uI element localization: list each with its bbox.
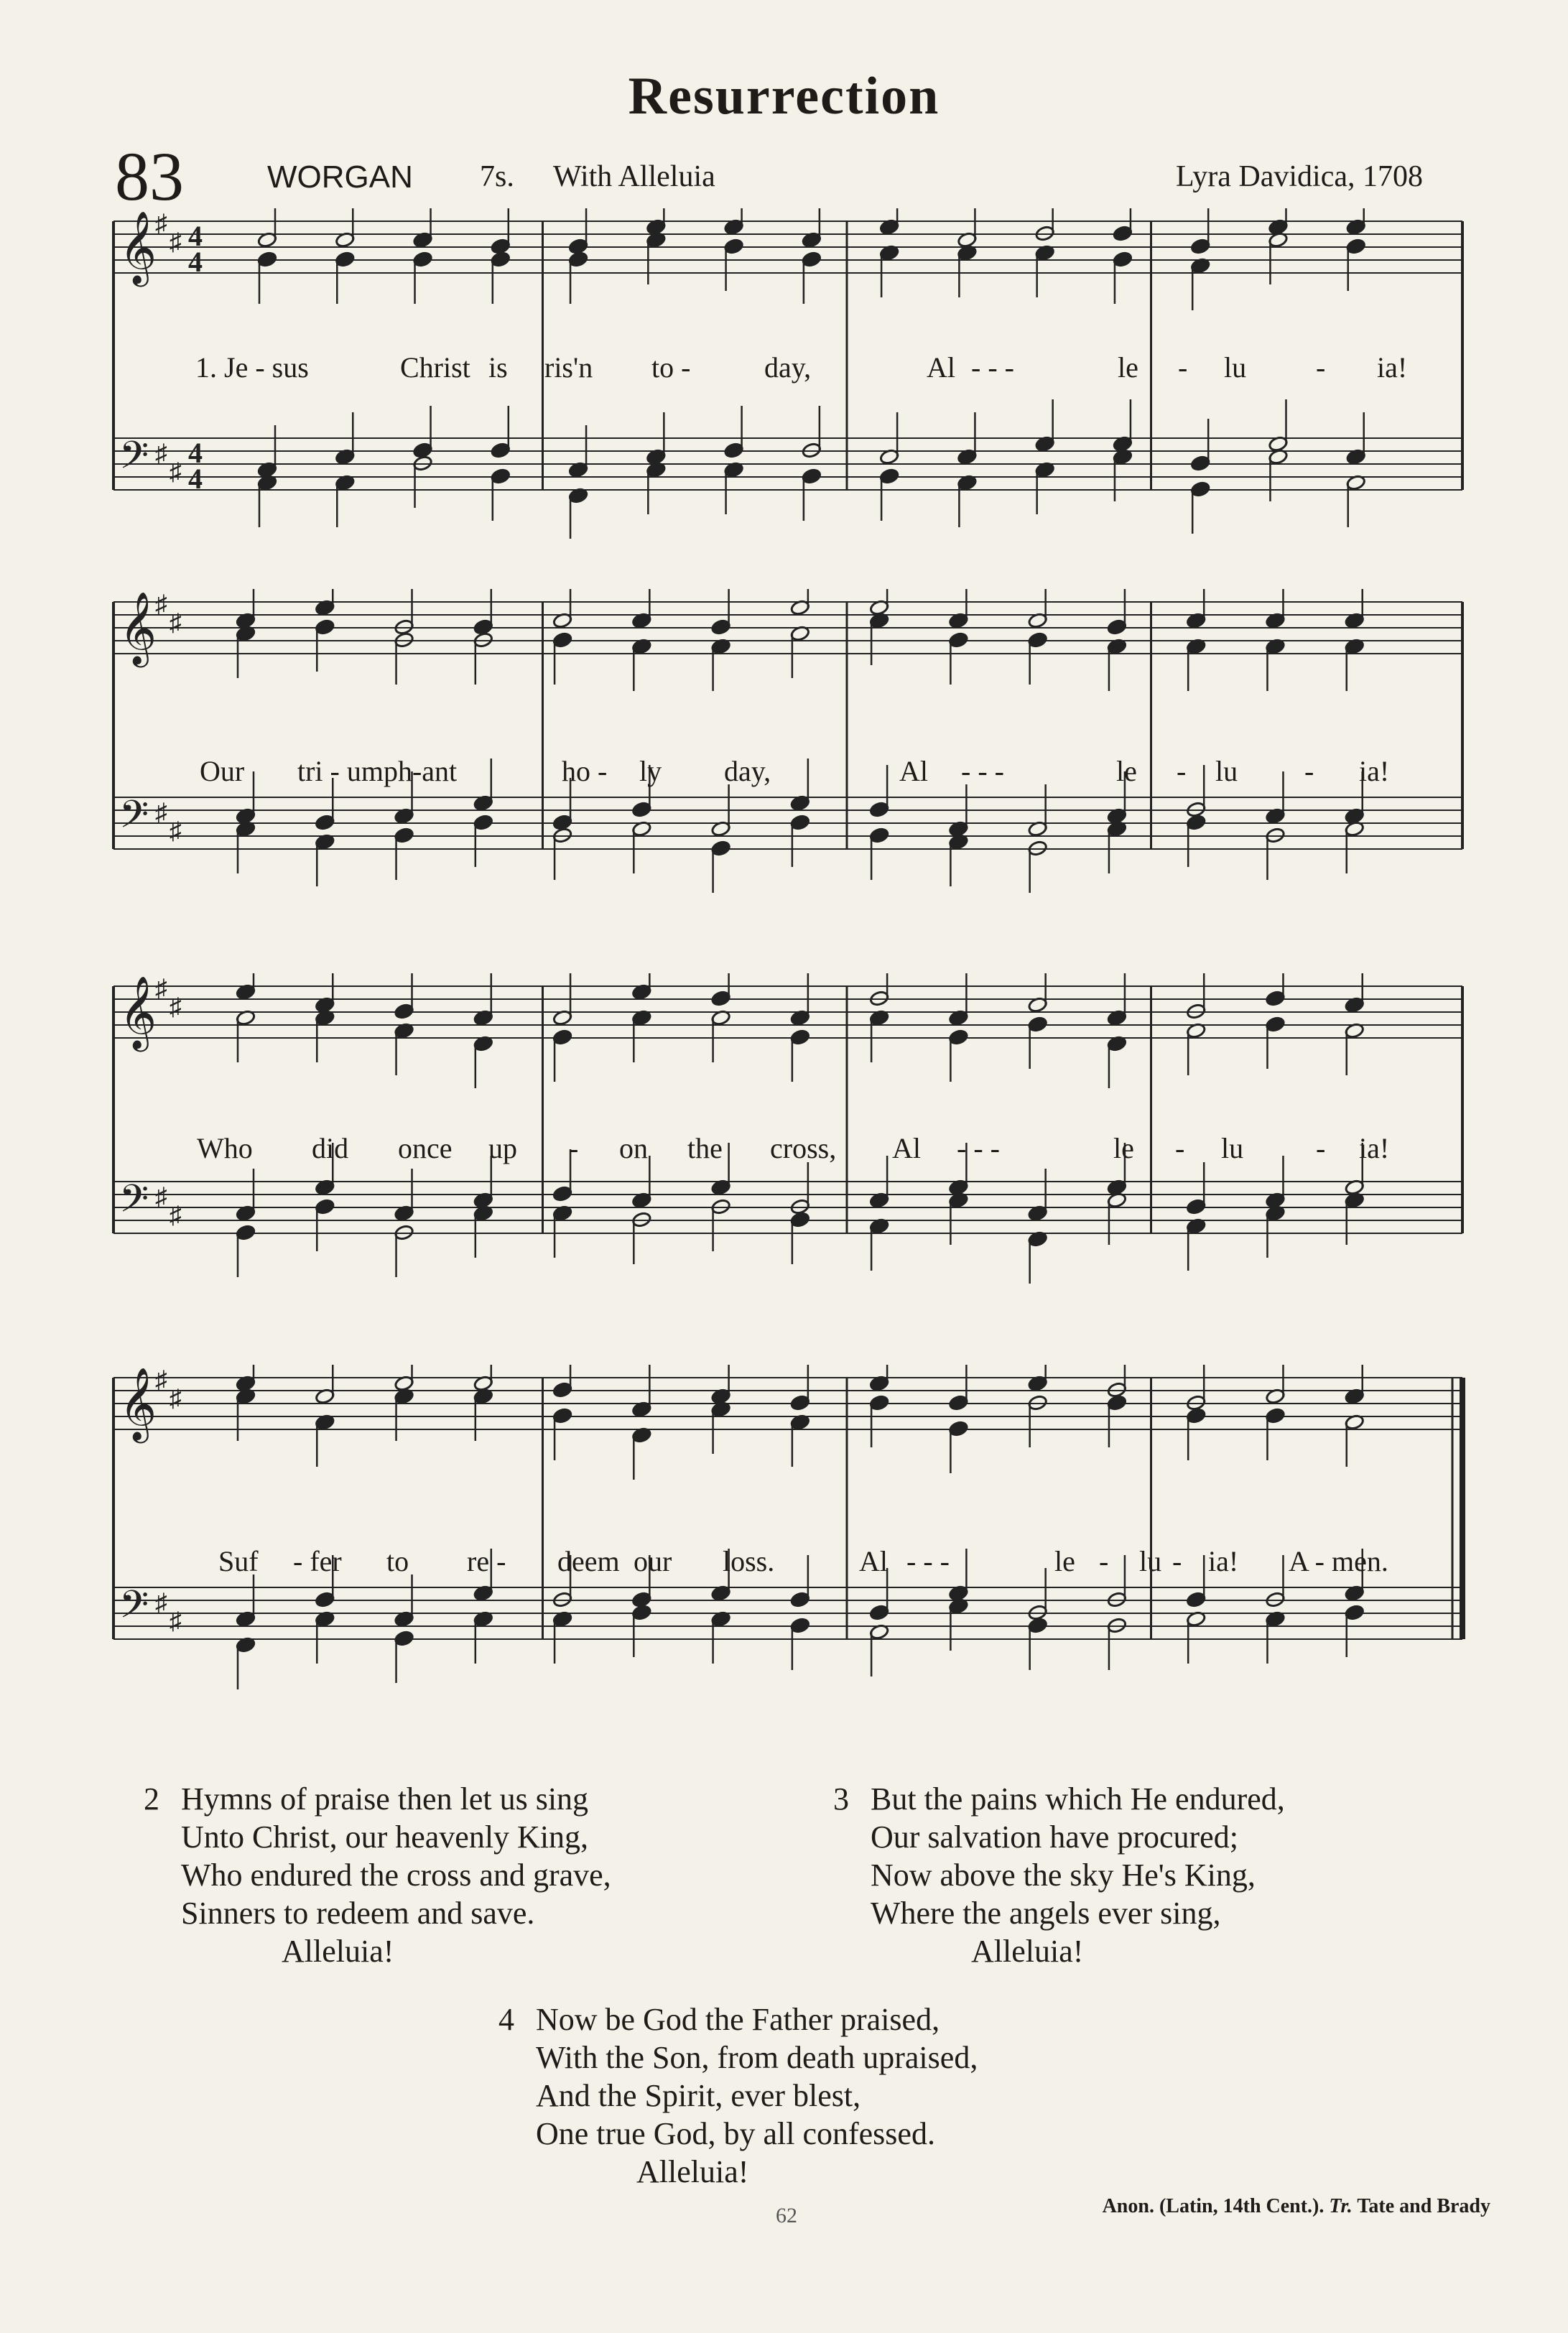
attribution-translators: Tate and Brady (1357, 2195, 1490, 2217)
syllable: 1. Je - sus (195, 351, 309, 384)
syllable: le (1113, 1132, 1134, 1164)
lyrics-line-3 (109, 1131, 1474, 1172)
sharp-icon: ♯ (155, 975, 167, 1002)
verse-refrain: Alleluia! (636, 2154, 749, 2189)
verse-line: Now above the sky He's King, (871, 1857, 1256, 1893)
syllable: ho - (562, 755, 608, 787)
syllable: - (1178, 351, 1188, 384)
verse-line: Now be God the Father praised, (536, 2002, 940, 2037)
music-system-1 (109, 208, 1474, 539)
syllable: Our (200, 755, 245, 787)
sharp-icon: ♯ (155, 591, 167, 618)
treble-clef-icon: 𝄞 (119, 1366, 157, 1440)
syllable: deem (557, 1545, 620, 1577)
section-title: Resurrection (628, 67, 940, 126)
treble-clef-icon: 𝄞 (119, 210, 157, 284)
syllable: A - men. (1289, 1545, 1388, 1577)
syllable: lu (1215, 755, 1238, 787)
music-system-2 (109, 589, 1474, 934)
time-signature: 4 (188, 437, 203, 469)
time-signature: 4 (188, 463, 203, 495)
syllable: - - - (971, 351, 1014, 384)
syllable: tri - umph-ant (297, 755, 458, 787)
syllable: our (634, 1545, 672, 1577)
syllable: lu (1224, 351, 1247, 384)
syllable: once (398, 1132, 453, 1164)
page-number: 62 (776, 2204, 797, 2227)
lyrics-line-1 (109, 351, 1474, 391)
attribution (1103, 2195, 1490, 2218)
attribution-tr: Tr. (1329, 2195, 1353, 2217)
bass-clef-icon: 𝄢 (119, 1177, 149, 1230)
syllable: Al (892, 1132, 921, 1164)
syllable: - (1316, 1132, 1326, 1164)
syllable: loss. (723, 1545, 775, 1577)
syllable: - fer (293, 1545, 342, 1577)
sharp-icon: ♯ (155, 799, 167, 826)
syllable: le (1054, 1545, 1075, 1577)
syllable: cross, (770, 1132, 837, 1164)
syllable: - - - (906, 1545, 950, 1577)
verse-line: Hymns of praise then let us sing (181, 1781, 589, 1817)
syllable: lu (1139, 1545, 1162, 1577)
treble-clef-icon: 𝄞 (119, 975, 157, 1049)
verse-refrain: Alleluia! (971, 1934, 1084, 1969)
syllable: Al (899, 755, 928, 787)
syllable: Suf (218, 1545, 259, 1577)
sharp-icon: ♯ (170, 610, 182, 636)
tune-name: WORGAN (267, 159, 413, 195)
sharp-icon: ♯ (170, 459, 182, 486)
verse-line: Our salvation have procured; (871, 1819, 1238, 1855)
syllable: - (1304, 755, 1314, 787)
lyrics-line-4 (109, 1544, 1474, 1585)
syllable: - (569, 1132, 579, 1164)
syllable: re - (467, 1545, 506, 1577)
verse-line: Sinners to redeem and save. (181, 1896, 535, 1931)
time-signature: 4 (188, 246, 203, 278)
verse-number: 3 (833, 1781, 849, 1817)
sharp-icon: ♯ (155, 440, 167, 467)
verse-refrain: Alleluia! (282, 1934, 394, 1969)
syllable: Christ (400, 351, 470, 384)
treble-clef-icon: 𝄞 (119, 590, 157, 664)
verse-line: Unto Christ, our heavenly King, (181, 1819, 589, 1855)
syllable: le (1116, 755, 1137, 787)
syllable: day, (764, 351, 812, 384)
attribution-author: Anon. (Latin, 14th Cent.). (1102, 2195, 1325, 2217)
verse-number: 4 (498, 2002, 514, 2037)
verse-line: Where the angels ever sing, (871, 1896, 1221, 1931)
sharp-icon: ♯ (170, 1386, 182, 1412)
sharp-icon: ♯ (170, 1608, 182, 1635)
syllable: day, (724, 755, 771, 787)
syllable: ia! (1359, 755, 1390, 787)
syllable: - (1172, 1545, 1182, 1577)
hymn-number: 83 (115, 138, 184, 215)
verse-4 (498, 2000, 978, 2191)
syllable: - (1316, 351, 1326, 384)
verse-line: One true God, by all confessed. (536, 2116, 935, 2151)
verse-3 (833, 1780, 1285, 1970)
bass-clef-icon: 𝄢 (119, 1583, 149, 1636)
syllable: - - - (961, 755, 1004, 787)
verse-line: And the Spirit, ever blest, (536, 2078, 861, 2113)
syllable: is (488, 351, 508, 384)
verse-number: 2 (144, 1781, 159, 1817)
syllable: up (488, 1132, 517, 1164)
verse-line: But the pains which He endured, (871, 1781, 1285, 1817)
sharp-icon: ♯ (170, 994, 182, 1021)
time-signature: 4 (188, 220, 203, 252)
sharp-icon: ♯ (170, 818, 182, 845)
sharp-icon: ♯ (155, 1367, 167, 1393)
syllable: - - - (957, 1132, 1000, 1164)
bass-clef-icon: 𝄢 (119, 434, 149, 487)
syllable: to (386, 1545, 409, 1577)
meter-note: With Alleluia (553, 160, 715, 193)
sharp-icon: ♯ (155, 1590, 167, 1616)
syllable: - (1177, 755, 1187, 787)
syllable: le (1118, 351, 1138, 384)
syllable: ris'n (544, 351, 593, 384)
music-system-4 (109, 1365, 1474, 1724)
lyrics-line-2 (109, 754, 1474, 794)
syllable: ly (639, 755, 662, 787)
verse-2 (144, 1780, 611, 1970)
syllable: the (687, 1132, 723, 1164)
syllable: did (312, 1132, 349, 1164)
syllable: lu (1221, 1132, 1244, 1164)
syllable: Al (859, 1545, 888, 1577)
sharp-icon: ♯ (170, 229, 182, 256)
bass-clef-icon: 𝄢 (119, 793, 149, 846)
tune-source: Lyra Davidica, 1708 (1175, 160, 1423, 193)
meter: 7s. (480, 160, 514, 193)
syllable: - (1175, 1132, 1185, 1164)
music-system-3 (109, 973, 1474, 1318)
syllable: ia! (1359, 1132, 1390, 1164)
syllable: - (1099, 1545, 1109, 1577)
sharp-icon: ♯ (170, 1202, 182, 1229)
syllable: ia! (1377, 351, 1408, 384)
sharp-icon: ♯ (155, 1184, 167, 1210)
verse-line: Who endured the cross and grave, (181, 1857, 611, 1893)
syllable: on (619, 1132, 648, 1164)
syllable: ia! (1208, 1545, 1239, 1577)
syllable: to - (651, 351, 691, 384)
syllable: Who (197, 1132, 253, 1164)
sharp-icon: ♯ (155, 210, 167, 237)
verse-line: With the Son, from death upraised, (536, 2040, 978, 2075)
syllable: Al (927, 351, 955, 384)
